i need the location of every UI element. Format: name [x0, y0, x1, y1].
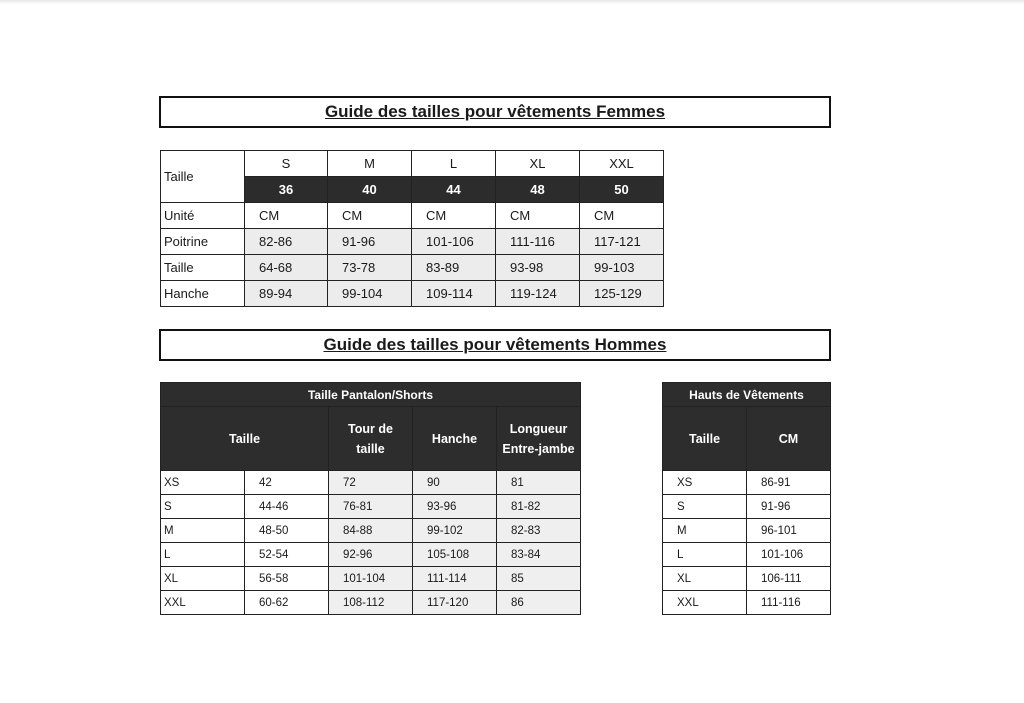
men-tops-table: [662, 382, 831, 615]
women-eu-size: 44: [412, 177, 496, 203]
pants-num: 52-54: [245, 543, 329, 567]
table-row: [161, 471, 581, 495]
pants-hip: 111-114: [413, 567, 497, 591]
pants-header-waist-line1: Tour de: [348, 421, 393, 436]
table-row: [663, 591, 831, 615]
pants-num: 48-50: [245, 519, 329, 543]
women-size-label: Taille: [161, 151, 245, 203]
tops-header-cm: CM: [747, 407, 831, 471]
tops-size: M: [663, 519, 747, 543]
pants-size: XS: [161, 471, 245, 495]
tops-cm: 101-106: [747, 543, 831, 567]
table-row: [663, 567, 831, 591]
tops-cm: 91-96: [747, 495, 831, 519]
pants-waist: 101-104: [329, 567, 413, 591]
women-eu-size: 36: [245, 177, 328, 203]
women-waist-row: [161, 255, 664, 281]
tops-caption: Hauts de Vêtements: [663, 383, 831, 407]
pants-size: XL: [161, 567, 245, 591]
pants-hip: 99-102: [413, 519, 497, 543]
women-cell: CM: [328, 203, 412, 229]
women-size-letter: M: [328, 151, 412, 177]
women-cell: 64-68: [245, 255, 328, 281]
pants-header-inseam-line2: Entre-jambe: [502, 441, 575, 456]
pants-header-inseam-line1: Longueur: [509, 421, 568, 436]
pants-hip: 90: [413, 471, 497, 495]
women-cell: 109-114: [412, 281, 496, 307]
women-cell: CM: [496, 203, 580, 229]
men-size-guide-title: Guide des tailles pour vêtements Hommes: [159, 329, 831, 361]
pants-num: 60-62: [245, 591, 329, 615]
women-cell: 89-94: [245, 281, 328, 307]
women-cell: 93-98: [496, 255, 580, 281]
pants-header-hip: Hanche: [413, 407, 497, 471]
pants-waist: 92-96: [329, 543, 413, 567]
tops-cm: 106-111: [747, 567, 831, 591]
tops-caption-row: [663, 383, 831, 407]
pants-size: S: [161, 495, 245, 519]
tops-cm: 96-101: [747, 519, 831, 543]
pants-waist: 84-88: [329, 519, 413, 543]
women-cell: 91-96: [328, 229, 412, 255]
women-size-letter: S: [245, 151, 328, 177]
pants-caption-row: [161, 383, 581, 407]
pants-inseam: 82-83: [497, 519, 581, 543]
women-cell: CM: [245, 203, 328, 229]
women-cell: 99-104: [328, 281, 412, 307]
tops-size: L: [663, 543, 747, 567]
pants-inseam: 81: [497, 471, 581, 495]
women-size-table: [160, 150, 664, 307]
tops-size: XL: [663, 567, 747, 591]
page-top-shade: [0, 0, 1024, 4]
pants-hip: 117-120: [413, 591, 497, 615]
table-row: [161, 495, 581, 519]
table-row: [161, 591, 581, 615]
women-row-label: Poitrine: [161, 229, 245, 255]
women-unit-row: [161, 203, 664, 229]
pants-hip: 93-96: [413, 495, 497, 519]
women-cell: 119-124: [496, 281, 580, 307]
pants-waist: 76-81: [329, 495, 413, 519]
pants-hip: 105-108: [413, 543, 497, 567]
women-cell: 117-121: [580, 229, 664, 255]
women-cell: 73-78: [328, 255, 412, 281]
table-row: [161, 567, 581, 591]
tops-size: XXL: [663, 591, 747, 615]
pants-num: 56-58: [245, 567, 329, 591]
women-chest-row: [161, 229, 664, 255]
pants-num: 42: [245, 471, 329, 495]
tops-cm: 86-91: [747, 471, 831, 495]
pants-inseam: 86: [497, 591, 581, 615]
pants-size: M: [161, 519, 245, 543]
pants-num: 44-46: [245, 495, 329, 519]
table-row: [161, 519, 581, 543]
pants-size: L: [161, 543, 245, 567]
pants-inseam: 83-84: [497, 543, 581, 567]
pants-header-waist-line2: taille: [356, 441, 385, 456]
pants-inseam: 81-82: [497, 495, 581, 519]
women-eu-size: 48: [496, 177, 580, 203]
women-row-label: Unité: [161, 203, 245, 229]
women-size-letter: XXL: [580, 151, 664, 177]
women-size-letter: XL: [496, 151, 580, 177]
women-cell: 111-116: [496, 229, 580, 255]
tops-header-size: Taille: [663, 407, 747, 471]
table-row: [663, 471, 831, 495]
tops-header-row: [663, 407, 831, 471]
pants-header-inseam: [497, 407, 581, 471]
women-cell: CM: [412, 203, 496, 229]
pants-header-row: [161, 407, 581, 471]
table-row: [663, 495, 831, 519]
pants-header-size: Taille: [161, 407, 329, 471]
table-row: [161, 543, 581, 567]
pants-waist: 72: [329, 471, 413, 495]
women-hip-row: [161, 281, 664, 307]
women-eu-size: 40: [328, 177, 412, 203]
women-cell: CM: [580, 203, 664, 229]
pants-caption: Taille Pantalon/Shorts: [161, 383, 581, 407]
tops-size: XS: [663, 471, 747, 495]
women-size-guide-title: Guide des tailles pour vêtements Femmes: [159, 96, 831, 128]
pants-waist: 108-112: [329, 591, 413, 615]
table-row: [663, 543, 831, 567]
pants-inseam: 85: [497, 567, 581, 591]
table-row: [663, 519, 831, 543]
pants-header-waist: [329, 407, 413, 471]
women-cell: 82-86: [245, 229, 328, 255]
women-cell: 125-129: [580, 281, 664, 307]
women-row-label: Taille: [161, 255, 245, 281]
tops-size: S: [663, 495, 747, 519]
women-size-letter: L: [412, 151, 496, 177]
men-pants-table: [160, 382, 581, 615]
women-cell: 101-106: [412, 229, 496, 255]
pants-size: XXL: [161, 591, 245, 615]
tops-cm: 111-116: [747, 591, 831, 615]
women-eu-size: 50: [580, 177, 664, 203]
women-cell: 99-103: [580, 255, 664, 281]
women-cell: 83-89: [412, 255, 496, 281]
women-row-label: Hanche: [161, 281, 245, 307]
women-size-letters-row: [161, 151, 664, 177]
